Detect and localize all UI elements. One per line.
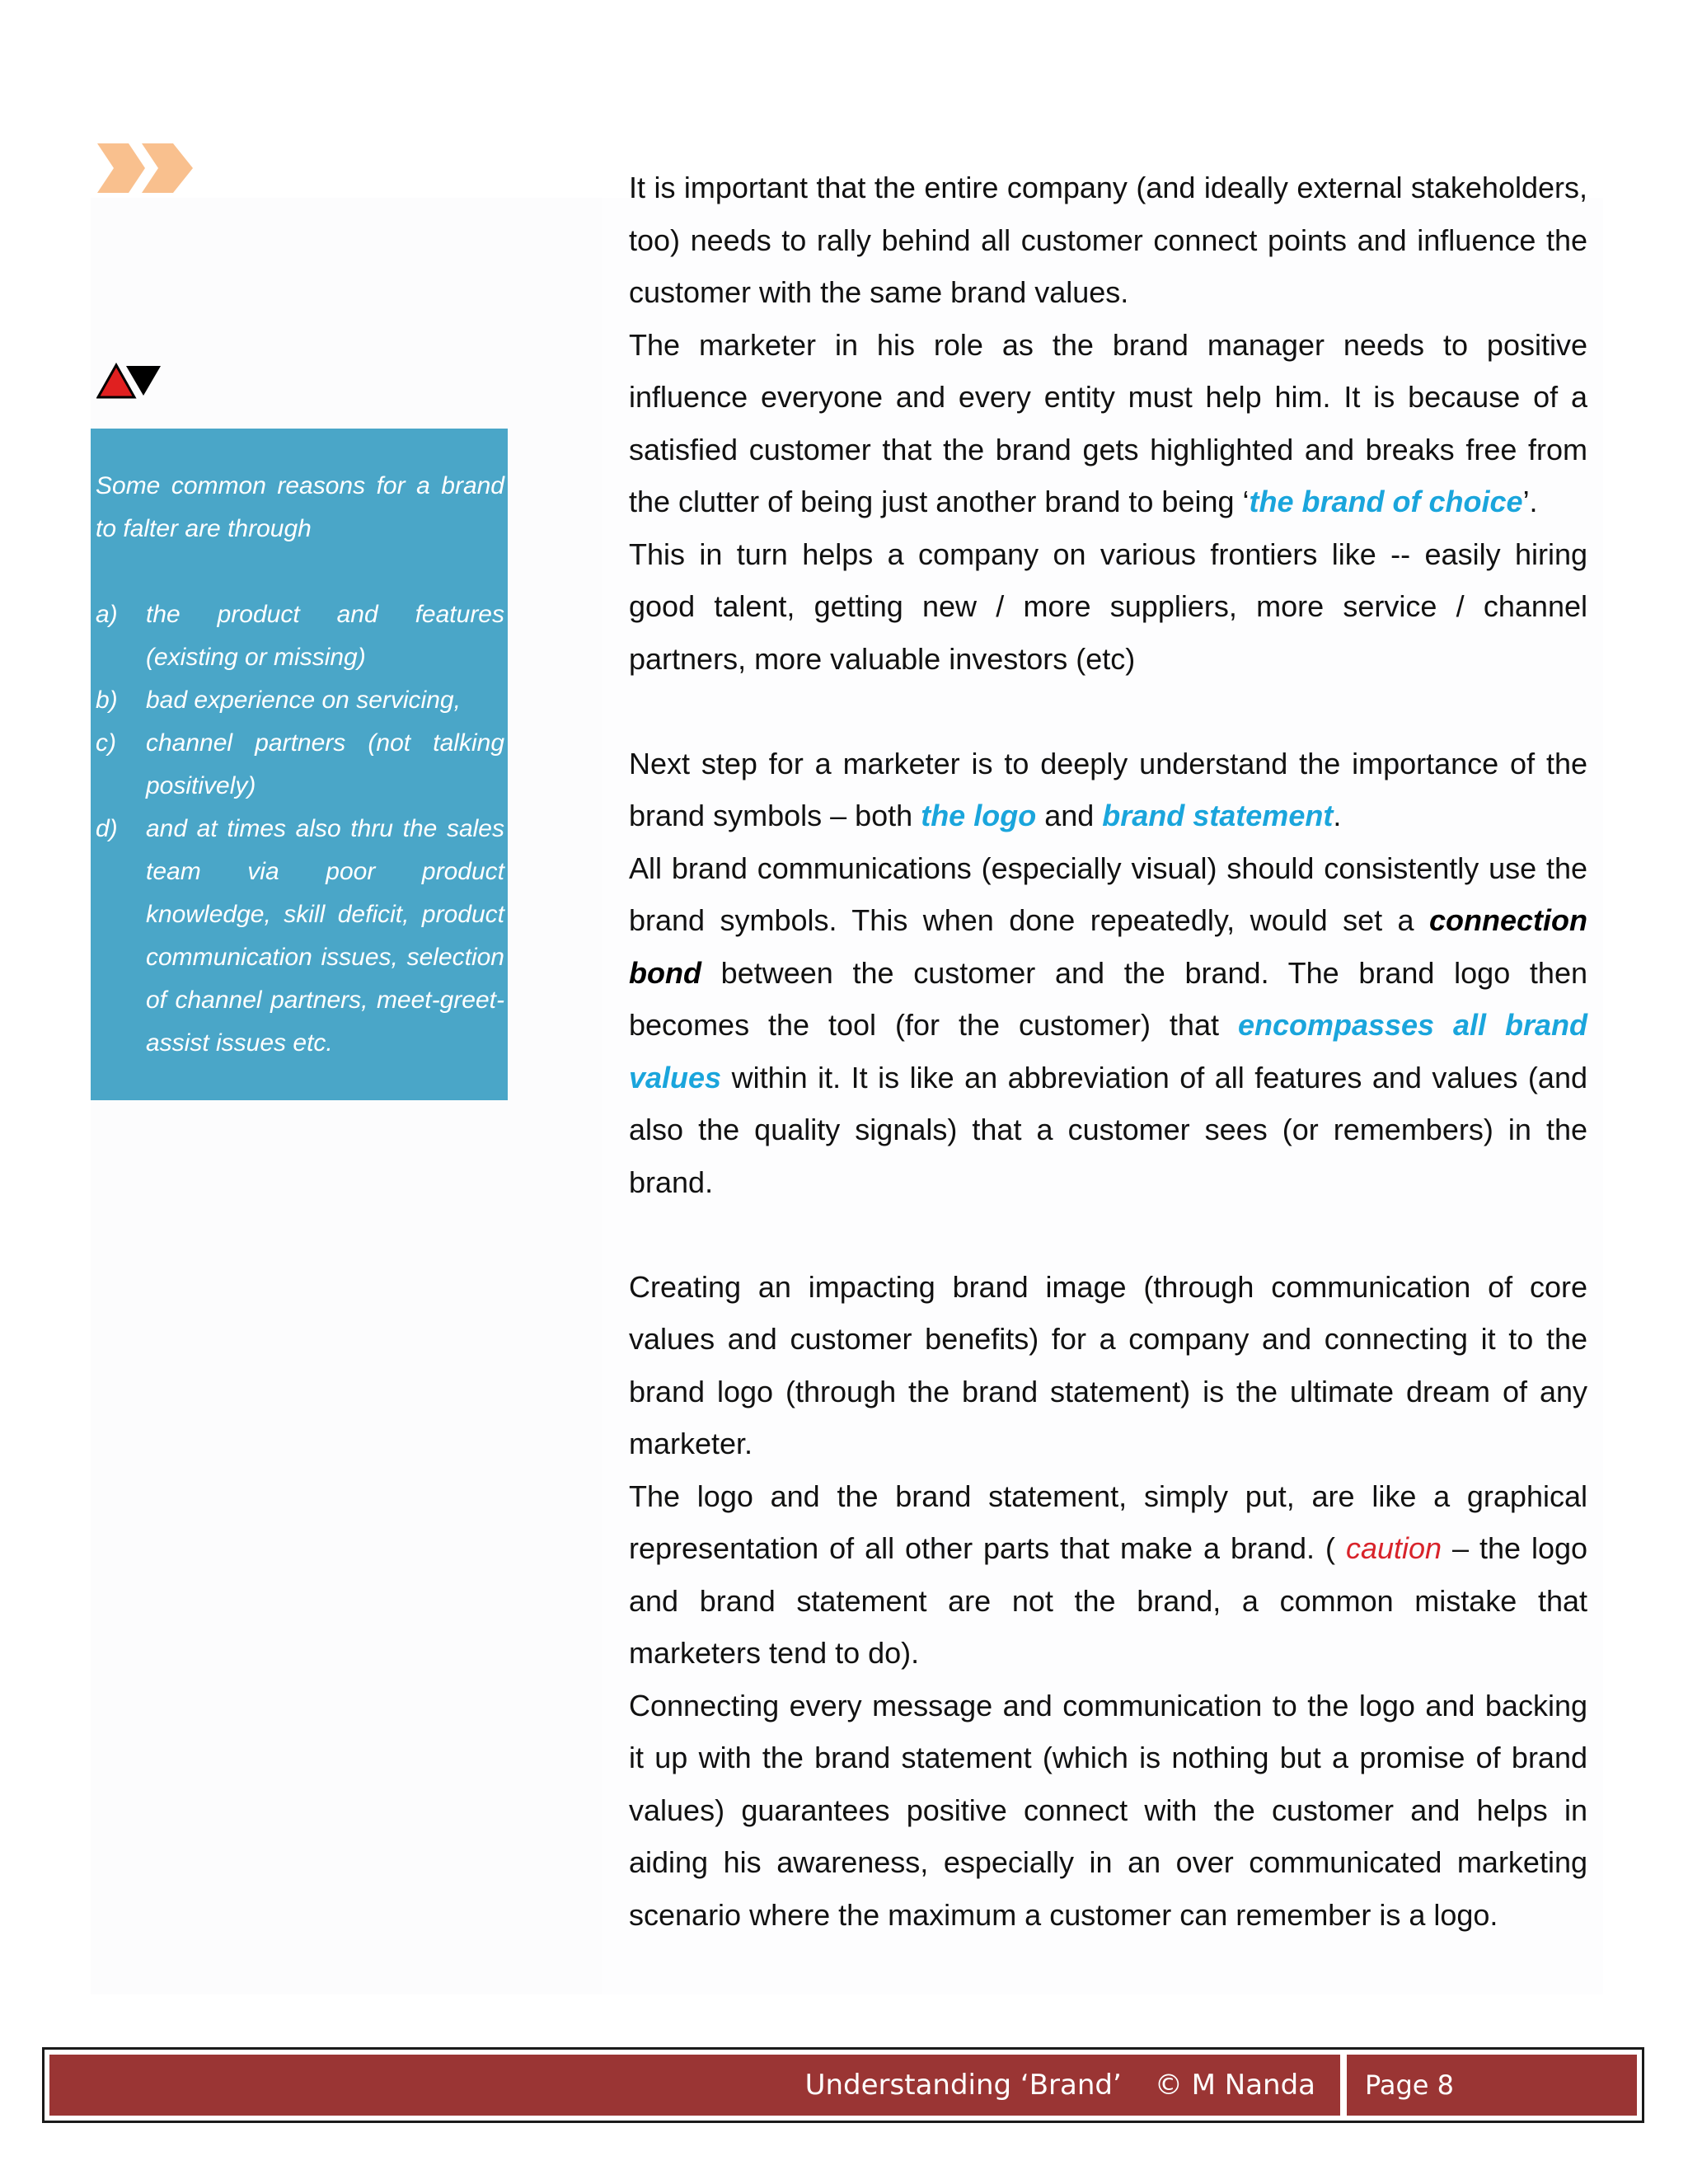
caution-label: caution <box>1345 1531 1442 1565</box>
footer-bar <box>49 2055 1340 2116</box>
double-chevron-right-icon <box>97 142 196 199</box>
list-item-text: channel partners (not talking positively) <box>146 729 504 799</box>
paragraph-brand-image: Creating an impacting brand image (through communication of core values and customer benefits) for a company and connecting it to the brand logo (through the brand statement) is the ultimate dream of any marketer. <box>629 1269 1587 1460</box>
emphasis-connection-bond: connection bond <box>629 903 1587 990</box>
list-item-text: bad experience on servicing, <box>146 687 461 714</box>
paragraph-spacer <box>629 1208 1587 1261</box>
highlight-the-logo: the logo <box>921 799 1037 832</box>
list-marker: c) <box>96 729 116 757</box>
callout-intro: Some common reasons for a brand to falter are through <box>96 472 504 542</box>
paragraph-logo-statement: The logo and the brand statement, simply put, are like a graphical representation of all other parts that make a brand. ( caution – the logo and brand statement are not the brand, a common mistake that marketers tend to do). <box>629 1479 1588 1670</box>
highlight-brand-of-choice: the brand of choice <box>1249 485 1523 518</box>
list-item <box>96 679 504 722</box>
list-item <box>96 722 504 808</box>
paragraph-brand-manager: The marketer in his role as the brand manager needs to positive influence everyone and every entity must help him. It is because of a satisfied customer that the brand gets highlighted and breaks free from the clutter of being just another brand to being ‘the brand of choice’. <box>629 327 1587 518</box>
list-item-text: and at times also thru the sales team via poor product knowledge, skill deficit, product communication issues, selection of channel partners, meet-greet-assist issues etc. <box>146 815 504 1057</box>
paragraph-brand-communications: All brand communications (especially visual) should consistently use the brand symbols. This when done repeatedly, would set a connection bond between the customer and the brand. The brand logo then becomes the tool (for the customer) that encompasses all brand values within it. It is like an abbreviation of all features and values (and also the quality signals) that a customer sees (or remembers) in the brand. <box>629 851 1587 1199</box>
list-marker: d) <box>96 815 118 842</box>
warning-triangles-icon <box>96 363 162 403</box>
list-marker: b) <box>96 687 118 714</box>
main-body-text <box>629 162 1587 1941</box>
list-item-text: the product and features (existing or missing) <box>146 601 504 671</box>
paragraph-connecting-message: Connecting every message and communication to the logo and backing it up with the brand statement (which is nothing but a promise of brand values) guarantees positive connect with the customer and helps in aiding his awareness, especially in an over communicated marketing scenario where the maximum a customer can remember is a logo. <box>629 1688 1587 1932</box>
list-item <box>96 808 504 1065</box>
paragraph-frontiers: This in turn helps a company on various frontiers like -- easily hiring good talent, getting new / more suppliers, more service / channel partners, more valuable investors (etc) <box>629 537 1587 676</box>
list-item <box>96 593 504 679</box>
paragraph-brand-symbols: Next step for a marketer is to deeply understand the importance of the brand symbols – both the logo and brand statement. <box>629 746 1587 832</box>
page-number: Page 8 <box>1347 2055 1637 2116</box>
highlight-brand-statement: brand statement <box>1102 799 1334 832</box>
paragraph-company-rally: It is important that the entire company (and ideally external stakeholders, too) needs to rally behind all customer connect points and influence the customer with the same brand values. <box>629 171 1587 309</box>
list-marker: a) <box>96 601 118 628</box>
reasons-list <box>96 593 504 1065</box>
footer-credit: © M Nanda <box>1154 2069 1315 2102</box>
footer-title: Understanding ‘Brand’ <box>804 2069 1122 2102</box>
highlight-encompasses-all-brand-values: encompasses all brand values <box>629 1008 1587 1094</box>
paragraph-spacer <box>629 685 1587 738</box>
reasons-callout-box <box>91 429 508 1100</box>
